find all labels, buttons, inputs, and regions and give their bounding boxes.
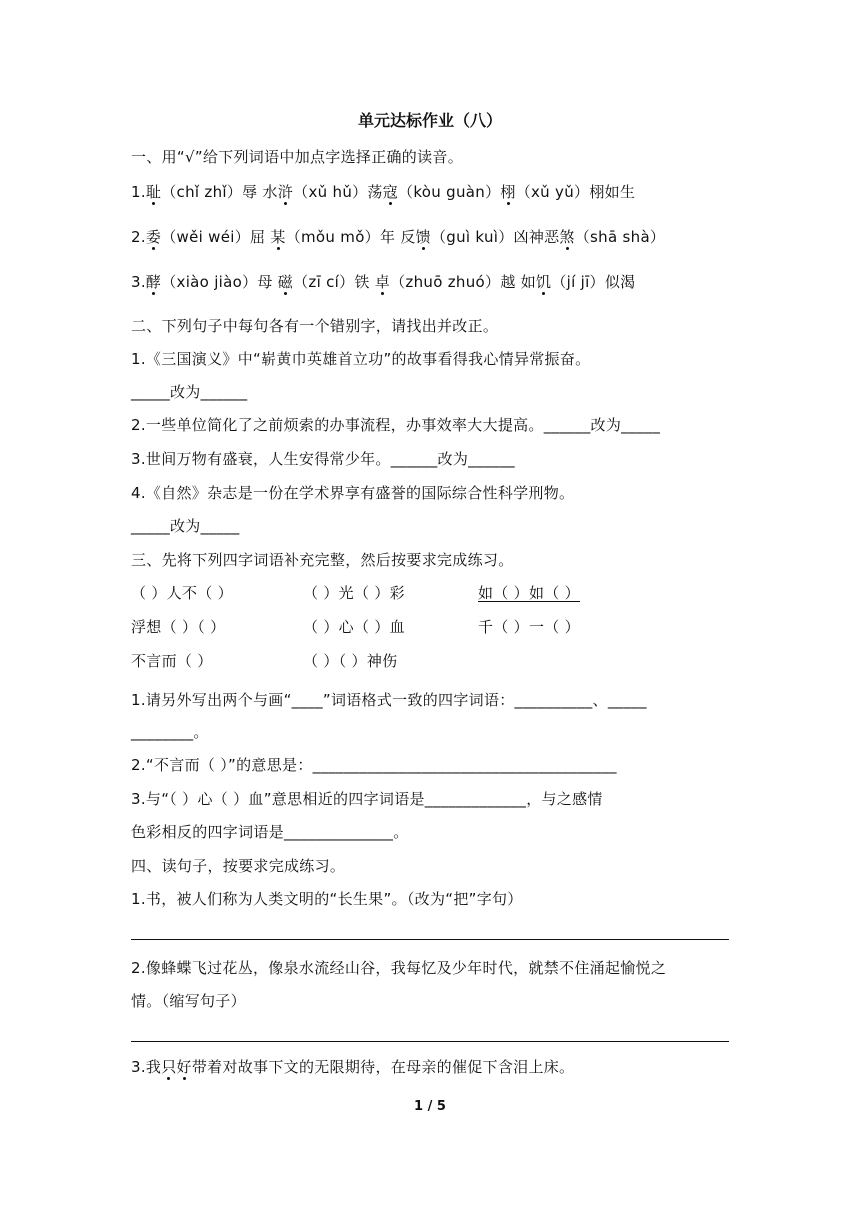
question-2-2: 2.一些单位简化了之前烦索的办事流程，办事效率大大提高。______改为_____ — [131, 416, 661, 434]
section-3-heading: 三、先将下列四字词语补充完整，然后按要求完成练习。 — [131, 551, 514, 569]
answer-blank-2-4[interactable]: _____改为_____ — [131, 517, 240, 535]
question-2-4: 4.《自然》杂志是一份在学术界享有盛誉的国际综合性科学刑物。 — [131, 484, 575, 502]
idiom-blank-7[interactable]: 不言而（ ） — [131, 652, 213, 670]
idiom-blank-8[interactable]: （ ）（ ）神伤 — [303, 652, 398, 670]
idiom-blank-2[interactable]: （ ）光（ ）彩 — [303, 584, 405, 602]
page-number: 1 / 5 — [414, 1099, 446, 1114]
question-4-1: 1.书，被人们称为人类文明的“长生果”。（改为“把”字句） — [131, 890, 523, 908]
question-4-2-cont: 情。（缩写句子） — [131, 992, 246, 1010]
idiom-blank-3[interactable]: 如（ ）如（ ） — [478, 584, 580, 602]
question-3-3: 3.与“（ ）心（ ）血”意思相近的四字词语是_____________，与之感情 — [131, 790, 603, 808]
page-title: 单元达标作业（八） — [357, 111, 502, 130]
section-4-heading: 四、读句子，按要求完成练习。 — [131, 857, 346, 875]
idiom-blank-4[interactable]: 浮想（ ）（ ） — [131, 618, 226, 636]
idiom-blank-5[interactable]: （ ）心（ ）血 — [303, 618, 405, 636]
answer-line-4-2[interactable] — [131, 1041, 729, 1042]
idiom-blank-1[interactable]: （ ）人不（ ） — [131, 584, 233, 602]
answer-blank-2-1[interactable]: _____改为______ — [131, 383, 248, 401]
pinyin-item-1: 1.耻（chǐ zhǐ）辱 水浒（xǔ hǔ）荡寇（kòu guàn）栩（xǔ yǔ）栩如生 — [131, 183, 636, 201]
question-3-1: 1.请另外写出两个与画“____”词语格式一致的四字词语：__________、_____ — [131, 691, 647, 709]
section-2-heading: 二、下列句子中每句各有一个错别字，请找出并改正。 — [131, 317, 499, 335]
question-3-3-cont: 色彩相反的四字词语是______________。 — [131, 823, 409, 841]
pinyin-item-2: 2.委（wěi wéi）屈 某（mǒu mǒ）年 反馈（guì kuì）凶神恶煞（shā shà） — [131, 228, 666, 246]
question-4-2: 2.像蜂蝶飞过花丛，像泉水流经山谷，我每忆及少年时代，就禁不住涌起愉悦之 — [131, 959, 667, 977]
idiom-blank-6[interactable]: 千（ ）一（ ） — [478, 618, 580, 636]
question-4-3: 3.我只好带着对故事下文的无限期待，在母亲的催促下含泪上床。 — [131, 1058, 575, 1076]
question-3-2: 2.“不言而（ ）”的意思是：_______________________________________ — [131, 756, 617, 774]
question-3-1-cont: ________。 — [131, 723, 209, 741]
question-2-3: 3.世间万物有盛衰，人生安得常少年。______改为______ — [131, 450, 515, 468]
pinyin-item-3: 3.酵（xiào jiào）母 磁（zī cí）铁 卓（zhuō zhuó）越 如饥（jí jī）似渴 — [131, 273, 636, 291]
question-2-1: 1.《三国演义》中“崭黄巾英雄首立功”的故事看得我心情异常振奋。 — [131, 350, 591, 368]
section-1-heading: 一、用“√”给下列词语中加点字选择正确的读音。 — [131, 148, 464, 166]
answer-line-4-1[interactable] — [131, 939, 729, 940]
